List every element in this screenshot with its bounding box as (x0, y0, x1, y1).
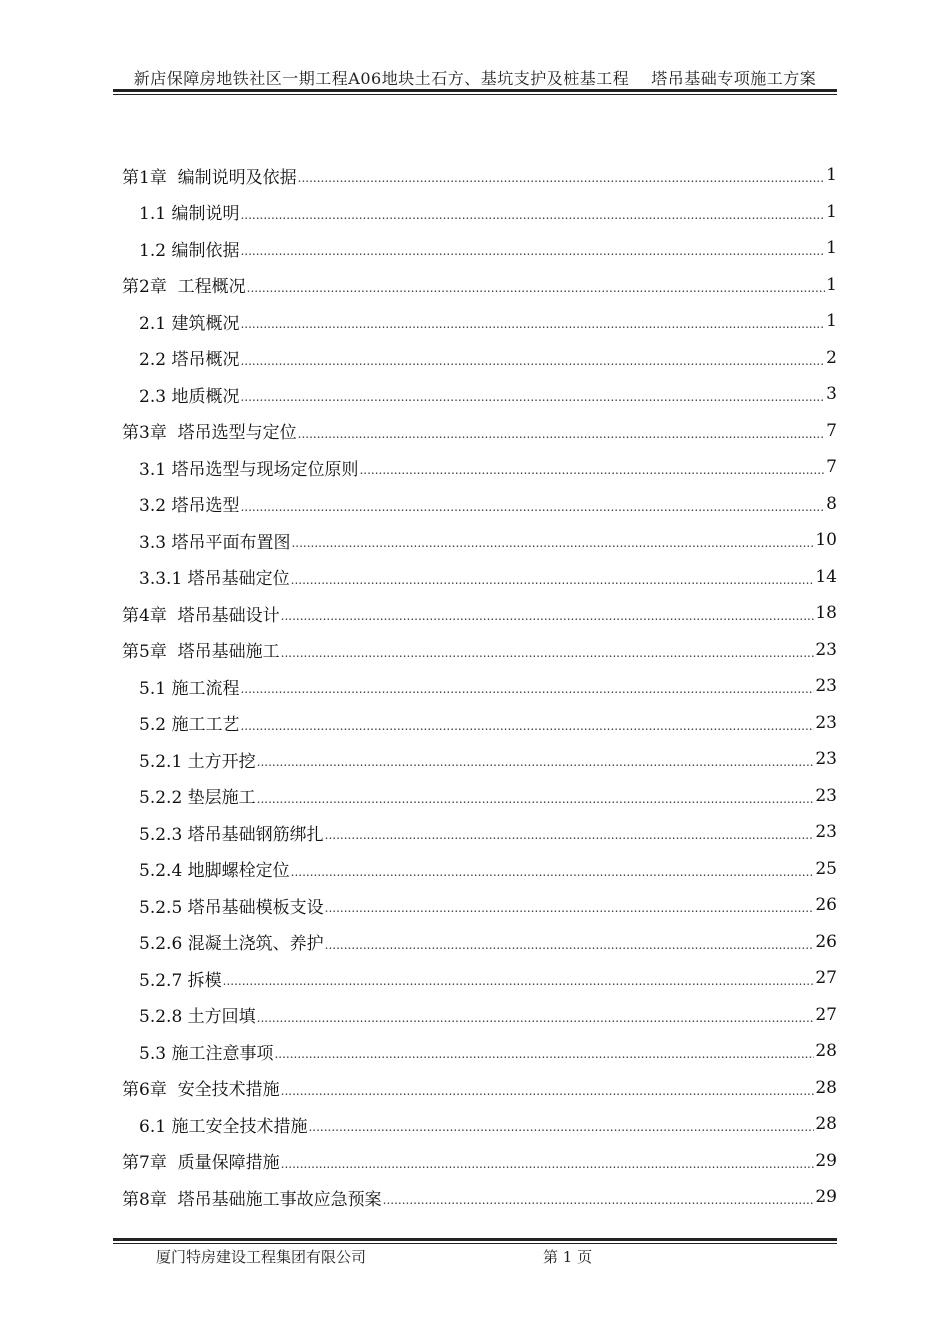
header-rule-thin (113, 94, 837, 95)
toc-entry-label: 5.1 施工流程 (139, 678, 240, 699)
toc-entry-label: 第4章 塔吊基础设计 (122, 605, 280, 626)
header-project-title: 新店保障房地铁社区一期工程A06地块土石方、基坑支护及桩基工程 (133, 69, 630, 88)
toc-dot-leader (240, 500, 825, 514)
toc-entry-label: 5.3 施工注意事项 (139, 1043, 274, 1064)
toc-entry-label: 5.2.7 拆模 (139, 970, 222, 991)
toc-entry-label: 第3章 塔吊选型与定位 (122, 423, 297, 444)
toc-dot-leader (240, 317, 825, 331)
toc-dot-leader (325, 901, 815, 915)
toc-entry-page: 27 (815, 968, 837, 989)
toc-dot-leader (325, 828, 815, 842)
toc-section-entry[interactable] (122, 887, 837, 924)
toc-entry-page: 1 (826, 311, 837, 332)
toc-section-entry[interactable] (122, 924, 837, 961)
toc-entry-page: 26 (815, 931, 837, 952)
footer-rule-thick (113, 1238, 837, 1241)
toc-chapter-entry[interactable] (122, 1179, 837, 1216)
toc-entry-page: 27 (815, 1004, 837, 1025)
toc-entry-page: 3 (826, 384, 837, 405)
footer-company: 厦门特房建设工程集团有限公司 (156, 1248, 367, 1266)
toc-entry-page: 7 (826, 420, 837, 441)
toc-entry-page: 14 (815, 566, 837, 587)
toc-dot-leader (257, 1011, 815, 1025)
toc-dot-leader (383, 1193, 815, 1207)
toc-entry-label: 第7章 质量保障措施 (122, 1153, 280, 1174)
toc-section-entry[interactable] (122, 376, 837, 413)
toc-dot-leader (257, 755, 815, 769)
toc-section-entry[interactable] (122, 559, 837, 596)
toc-entry-page: 10 (815, 530, 837, 551)
toc-dot-leader (247, 281, 826, 295)
toc-entry-label: 5.2.6 混凝土浇筑、养护 (139, 934, 324, 955)
toc-entry-page: 25 (815, 858, 837, 879)
toc-entry-label: 第1章 编制说明及依据 (122, 167, 297, 188)
toc-entry-label: 3.3.1 塔吊基础定位 (139, 569, 290, 590)
toc-entry-label: 5.2.2 垫层施工 (139, 788, 256, 809)
toc-dot-leader (240, 244, 825, 258)
toc-dot-leader (274, 1047, 814, 1061)
toc-section-entry[interactable] (122, 1106, 837, 1143)
toc-section-entry[interactable] (122, 705, 837, 742)
toc-dot-leader (298, 171, 826, 185)
toc-entry-label: 5.2.3 塔吊基础钢筋绑扎 (139, 824, 324, 845)
toc-section-entry[interactable] (122, 303, 837, 340)
toc-entry-page: 7 (826, 457, 837, 478)
toc-dot-leader (298, 427, 826, 441)
toc-dot-leader (240, 682, 814, 696)
table-of-contents (122, 157, 837, 1216)
toc-entry-page: 23 (815, 676, 837, 697)
toc-chapter-entry[interactable] (122, 413, 837, 450)
toc-entry-page: 29 (815, 1187, 837, 1208)
toc-section-entry[interactable] (122, 340, 837, 377)
toc-section-entry[interactable] (122, 814, 837, 851)
toc-section-entry[interactable] (122, 486, 837, 523)
toc-dot-leader (240, 719, 814, 733)
toc-section-entry[interactable] (122, 741, 837, 778)
toc-chapter-entry[interactable] (122, 632, 837, 669)
toc-section-entry[interactable] (122, 522, 837, 559)
toc-dot-leader (359, 463, 825, 477)
header-document-title: 塔吊基础专项施工方案 (651, 69, 817, 88)
header-rule-thick (113, 89, 837, 92)
toc-chapter-entry[interactable] (122, 595, 837, 632)
toc-entry-page: 1 (826, 238, 837, 259)
toc-entry-page: 23 (815, 822, 837, 843)
toc-entry-page: 28 (815, 1041, 837, 1062)
toc-entry-label: 2.2 塔吊概况 (139, 350, 240, 371)
toc-entry-page: 8 (826, 493, 837, 514)
toc-dot-leader (281, 646, 815, 660)
toc-entry-page: 1 (826, 165, 837, 186)
toc-section-entry[interactable] (122, 449, 837, 486)
toc-entry-label: 5.2.1 土方开挖 (139, 751, 256, 772)
toc-section-entry[interactable] (122, 230, 837, 267)
toc-entry-label: 第8章 塔吊基础施工事故应急预案 (122, 1189, 382, 1210)
toc-section-entry[interactable] (122, 778, 837, 815)
toc-dot-leader (281, 609, 815, 623)
toc-entry-label: 5.2 施工工艺 (139, 715, 240, 736)
toc-section-entry[interactable] (122, 997, 837, 1034)
toc-entry-page: 26 (815, 895, 837, 916)
toc-entry-label: 1.2 编制依据 (139, 240, 240, 261)
toc-entry-label: 2.1 建筑概况 (139, 313, 240, 334)
toc-entry-label: 3.2 塔吊选型 (139, 496, 240, 517)
toc-dot-leader (308, 1120, 814, 1134)
toc-section-entry[interactable] (122, 960, 837, 997)
toc-section-entry[interactable] (122, 1033, 837, 1070)
toc-entry-page: 23 (815, 785, 837, 806)
toc-entry-label: 第6章 安全技术措施 (122, 1080, 280, 1101)
toc-entry-page: 28 (815, 1077, 837, 1098)
toc-dot-leader (240, 390, 825, 404)
toc-dot-leader (291, 573, 815, 587)
toc-dot-leader (291, 536, 814, 550)
toc-entry-label: 5.2.4 地脚螺栓定位 (139, 861, 290, 882)
toc-entry-label: 第5章 塔吊基础施工 (122, 642, 280, 663)
toc-chapter-entry[interactable] (122, 267, 837, 304)
toc-dot-leader (240, 354, 825, 368)
toc-chapter-entry[interactable] (122, 1070, 837, 1107)
toc-dot-leader (240, 208, 825, 222)
toc-entry-label: 第2章 工程概况 (122, 277, 246, 298)
toc-entry-label: 6.1 施工安全技术措施 (139, 1116, 308, 1137)
toc-entry-page: 29 (815, 1150, 837, 1171)
footer-rule-thin (113, 1243, 837, 1244)
toc-entry-page: 1 (826, 201, 837, 222)
toc-entry-page: 23 (815, 639, 837, 660)
toc-entry-label: 2.3 地质概况 (139, 386, 240, 407)
toc-entry-label: 5.2.8 土方回填 (139, 1007, 256, 1028)
footer-page-number: 第 1 页 (543, 1248, 593, 1266)
toc-dot-leader (291, 865, 815, 879)
toc-entry-page: 2 (826, 347, 837, 368)
toc-dot-leader (281, 1157, 815, 1171)
toc-entry-label: 3.1 塔吊选型与现场定位原则 (139, 459, 359, 480)
toc-entry-page: 23 (815, 712, 837, 733)
toc-entry-page: 1 (826, 274, 837, 295)
toc-chapter-entry[interactable] (122, 1143, 837, 1180)
toc-entry-page: 18 (815, 603, 837, 624)
page-header (0, 66, 950, 89)
toc-dot-leader (281, 1084, 815, 1098)
toc-section-entry[interactable] (122, 194, 837, 231)
toc-section-entry[interactable] (122, 668, 837, 705)
toc-entry-page: 28 (815, 1114, 837, 1135)
toc-dot-leader (325, 938, 815, 952)
toc-chapter-entry[interactable] (122, 157, 837, 194)
toc-section-entry[interactable] (122, 851, 837, 888)
toc-entry-page: 23 (815, 749, 837, 770)
toc-entry-label: 1.1 编制说明 (139, 204, 240, 225)
toc-dot-leader (257, 792, 815, 806)
toc-entry-label: 5.2.5 塔吊基础模板支设 (139, 897, 324, 918)
toc-entry-label: 3.3 塔吊平面布置图 (139, 532, 291, 553)
toc-dot-leader (223, 974, 815, 988)
